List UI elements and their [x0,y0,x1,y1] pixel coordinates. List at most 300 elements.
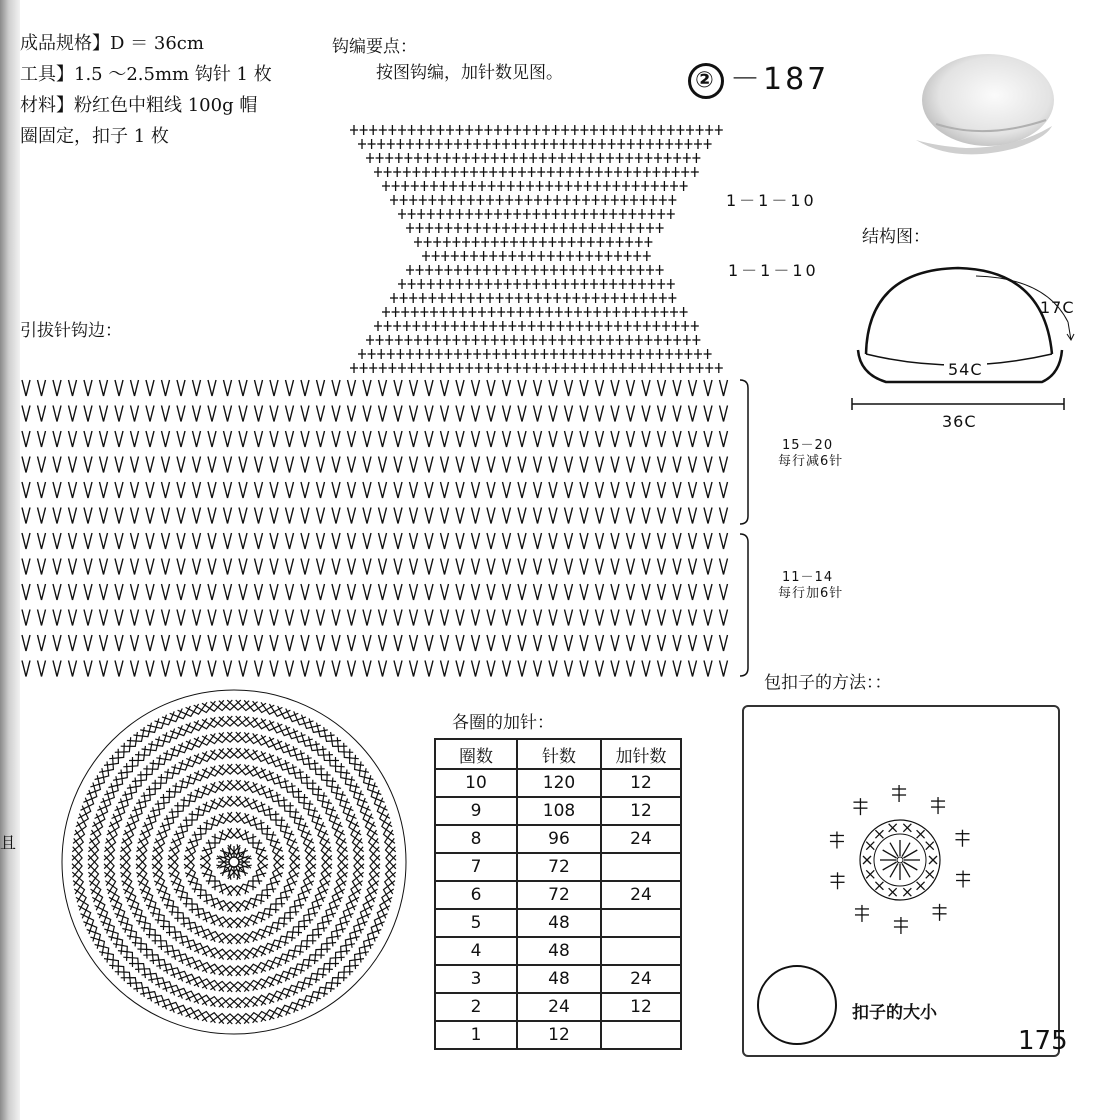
band-stitch [487,431,495,447]
band-stitch [286,482,294,498]
band-stitch [689,482,697,498]
band-stitch [348,457,356,473]
band-stitch [239,559,247,575]
band-stitch [100,431,108,447]
band-stitch [270,457,278,473]
round-stitch [284,797,300,813]
band-stitch [394,584,402,600]
band-stitch [534,380,542,396]
band-stitch [286,559,294,575]
round-stitch [123,751,139,767]
band-stitch [487,559,495,575]
band-stitch [193,610,201,626]
band-stitch [627,482,635,498]
band-stitch [704,406,712,422]
band-stitch [332,610,340,626]
round-stitch [183,904,199,919]
band-stitch [394,661,402,677]
band-stitch [208,508,216,524]
band-stitch [38,431,46,447]
band-stitch [53,635,61,651]
round-stitch [129,964,145,979]
band-stitch [317,584,325,600]
row-note-2: 1－1－10 [728,261,819,280]
band-stitch [565,635,573,651]
band-stitch [472,559,480,575]
band-stitch [162,635,170,651]
band-stitch [549,610,557,626]
band-stitch [394,559,402,575]
band-stitch [363,661,371,677]
structure-diagram [846,258,1076,428]
band-stitch [115,559,123,575]
band-stitch [270,635,278,651]
band-stitch [286,508,294,524]
band-stitch [69,508,77,524]
round-stitch [355,755,369,772]
band-stitch [456,610,464,626]
band-stitch [69,457,77,473]
band-stitch [658,508,666,524]
round-stitch [150,794,164,811]
round-stitch [132,943,147,959]
band-stitch [270,610,278,626]
round-stitch [152,769,169,783]
band-stitch [146,533,154,549]
band-stitch [456,508,464,524]
band-stitch [100,380,108,396]
band-stitch [255,508,263,524]
band-stitch [549,661,557,677]
band-stitch [425,406,433,422]
band-stitch [456,533,464,549]
band-stitch [565,406,573,422]
band-stitch [456,559,464,575]
band-stitch [503,482,511,498]
band-stitch [611,380,619,396]
band-stitch [208,482,216,498]
band-stitch [689,559,697,575]
band-stitch [348,508,356,524]
band-stitch [565,584,573,600]
cell-stitches: 12 [517,1021,601,1049]
band-stitch [720,559,728,575]
band-stitch [549,635,557,651]
band-stitch [286,635,294,651]
band-stitch [580,635,588,651]
band-stitch [596,533,604,549]
band-stitch [472,380,480,396]
band-stitch [658,610,666,626]
band-stitch [131,584,139,600]
round-stitch [155,920,170,936]
band-stitch [301,457,309,473]
band-stitch [503,406,511,422]
band-stitch [69,559,77,575]
band-stitch [177,380,185,396]
band-stitch [22,559,30,575]
band-stitch [332,406,340,422]
band-stitch [689,635,697,651]
band-stitch [425,559,433,575]
band-stitch [115,635,123,651]
band-stitch [441,559,449,575]
band-stitch [193,380,201,396]
band-stitch [720,431,728,447]
band-stitch [131,380,139,396]
band-stitch [224,610,232,626]
pattern-code [688,54,829,99]
band-stitch [441,661,449,677]
pattern-notes-text: 按图钩编，加针数见图。 [376,63,563,83]
cell-stitches: 48 [517,937,601,965]
band-stitch [580,559,588,575]
band-stitch [348,610,356,626]
band-stitch [193,533,201,549]
band-stitch [317,431,325,447]
band-stitch [22,482,30,498]
band-stitch [611,635,619,651]
band-stitch [38,406,46,422]
band-stitch [162,406,170,422]
band-stitch [596,559,604,575]
band-stitch [503,533,511,549]
round-stitch [344,743,359,759]
band-stitch [611,508,619,524]
round-stitch [323,964,339,979]
band-stitch [549,533,557,549]
band-stitch [177,559,185,575]
crown-stitch-diagram [350,122,730,384]
band-stitch [177,584,185,600]
band-stitch [84,482,92,498]
round-stitch [166,778,183,792]
table-row [435,825,681,853]
band-stitch [115,661,123,677]
round-stitch [135,969,152,983]
round-stitch [183,806,199,821]
band-stitch [565,431,573,447]
band-stitch [580,482,588,498]
band-stitch [503,635,511,651]
band-stitch [580,457,588,473]
cell-round: 9 [435,797,517,825]
band-stitch [549,457,557,473]
band-stitch [673,635,681,651]
band-stitch [301,482,309,498]
round-stitch-diagram [58,684,414,1040]
band-stitch [503,431,511,447]
band-stitch [69,533,77,549]
band-stitch [348,635,356,651]
band-stitch [565,457,573,473]
band-stitch [286,533,294,549]
table-row [435,881,681,909]
round-stitch [292,926,308,941]
band-stitch [38,380,46,396]
band-stitch [441,508,449,524]
band-stitch [704,584,712,600]
band-stitch [38,635,46,651]
round-stitch [121,732,138,746]
band-stitch [177,635,185,651]
band-stitch [549,431,557,447]
band-stitch [22,380,30,396]
round-stitch [327,771,341,788]
band-stitch [673,610,681,626]
band-stitch [425,661,433,677]
band-stitch [317,661,325,677]
round-stitch [290,905,304,922]
round-stitch [341,763,355,780]
round-stitch [135,741,152,755]
band-stitch [363,584,371,600]
band-stitch [146,635,154,651]
band-stitch [348,559,356,575]
band-stitch [534,533,542,549]
band-stitch [565,380,573,396]
round-stitch [292,783,308,798]
band-stitch [53,380,61,396]
band-stitch [627,457,635,473]
cell-increase: 12 [601,797,681,825]
cell-round: 2 [435,993,517,1021]
band-stitch [208,431,216,447]
band-stitch [363,380,371,396]
cell-round: 7 [435,853,517,881]
band-stitch [131,431,139,447]
band-stitch [22,533,30,549]
increase-table-title: 各圈的加针： [452,713,554,733]
band-stitch [704,635,712,651]
band-stitch [456,635,464,651]
round-stitch [308,955,325,969]
band-stitch [441,584,449,600]
band-stitch [69,380,77,396]
band-stitch [224,482,232,498]
band-stitch [441,635,449,651]
round-stitch [336,757,351,773]
band-stitch [84,635,92,651]
round-stitch [269,806,285,821]
round-stitch [321,765,336,781]
round-stitch [327,936,341,953]
band-stitch [38,661,46,677]
round-stitch [324,727,341,741]
band-stitch [549,559,557,575]
cell-stitches: 72 [517,853,601,881]
band-stitch [363,559,371,575]
band-stitch [487,661,495,677]
round-stitch [137,760,153,775]
band-stitch [53,508,61,524]
band-stitch [301,661,309,677]
decrease-rows-text: 每行减6针 [778,454,844,469]
band-stitch [131,610,139,626]
band-stitch [84,431,92,447]
book-spine-shadow [0,0,20,1120]
round-stitch [298,920,313,936]
band-stitch [441,533,449,549]
band-stitch [146,661,154,677]
band-stitch [518,380,526,396]
band-stitch [379,431,387,447]
band-stitch [379,635,387,651]
band-stitch [255,661,263,677]
cell-increase [601,853,681,881]
round-stitch [285,932,302,946]
band-stitch [425,635,433,651]
band-stitch [146,508,154,524]
band-stitch [193,584,201,600]
band-stitch [317,559,325,575]
band-stitch [689,406,697,422]
band-stitch [487,457,495,473]
band-stitch [100,610,108,626]
band-stitch [84,559,92,575]
spec-materials-cont: 圈固定，扣子 1 枚 [20,126,169,147]
band-stitch [193,508,201,524]
band-stitch [658,635,666,651]
band-stitch [704,380,712,396]
band-stitch [611,457,619,473]
round-stitch [178,811,193,827]
band-stitch [239,482,247,498]
band-stitch [410,508,418,524]
band-stitch [208,406,216,422]
decrease-rows-range: 15－20 [782,438,834,453]
structure-circumference-label: 54C [944,360,987,379]
row-brackets [736,378,756,678]
band-stitch [394,380,402,396]
band-stitch [720,635,728,651]
round-stitch [304,794,318,811]
band-stitch [658,584,666,600]
band-stitch [472,482,480,498]
band-stitch [286,584,294,600]
band-stitch [224,661,232,677]
band-stitch [689,457,697,473]
band-stitch [332,457,340,473]
round-stitch [316,969,333,983]
band-stitch [146,431,154,447]
round-stitch [284,912,300,928]
band-stitch [22,457,30,473]
band-stitch [673,431,681,447]
band-stitch [611,533,619,549]
band-stitch [379,380,387,396]
band-stitch [115,533,123,549]
band-stitch [348,482,356,498]
band-stitch [162,661,170,677]
cell-increase: 12 [601,993,681,1021]
band-stitch [84,610,92,626]
band-stitch [627,635,635,651]
band-stitch [38,533,46,549]
band-stitch [580,661,588,677]
increase-table-header [435,739,681,769]
band-stitch [642,635,650,651]
band-stitch [363,508,371,524]
button-size-circle [752,962,842,1048]
band-stitch [503,457,511,473]
band-stitch [704,533,712,549]
band-stitch [596,482,604,498]
round-stitch [315,760,331,775]
band-stitch [224,559,232,575]
band-stitch [596,635,604,651]
band-stitch [270,380,278,396]
round-stitch [261,820,276,835]
band-stitch [487,533,495,549]
band-stitch [332,431,340,447]
band-stitch [549,508,557,524]
round-stitch [174,792,191,806]
cell-increase: 12 [601,769,681,797]
band-stitch [224,533,232,549]
band-stitch [193,457,201,473]
round-stitch [329,751,345,767]
band-stitch [38,482,46,498]
band-stitch [658,431,666,447]
band-stitch [239,533,247,549]
band-stitch [301,406,309,422]
table-row [435,853,681,881]
band-stitch [22,508,30,524]
band-stitch [224,406,232,422]
band-stitch [193,559,201,575]
band-stitch [286,661,294,677]
band-stitch [363,406,371,422]
band-stitch [131,406,139,422]
band-stitch [379,559,387,575]
cell-round: 4 [435,937,517,965]
band-stitch [472,610,480,626]
band-stitch [239,635,247,651]
header-stitches: 针数 [517,739,601,769]
spec-tools: 工具】1.5 ～2.5mm 钩针 1 枚 [20,64,272,85]
band-stitch [689,533,697,549]
round-stitch [355,952,369,969]
band-stitch [270,406,278,422]
header-round: 圈数 [435,739,517,769]
band-stitch [704,482,712,498]
round-stitch [277,918,294,932]
cell-round: 8 [435,825,517,853]
table-row [435,965,681,993]
band-stitch [332,508,340,524]
button-size-label: 扣子的大小 [852,1003,937,1023]
band-stitch [255,482,263,498]
band-stitch [627,610,635,626]
band-stitch [394,457,402,473]
band-stitch [193,406,201,422]
band-stitch [348,406,356,422]
band-stitch [549,482,557,498]
band-stitch [255,431,263,447]
round-stitch [115,972,131,987]
band-stitch [720,380,728,396]
band-stitch [689,508,697,524]
band-stitch [38,610,46,626]
cell-stitches: 120 [517,769,601,797]
band-stitch [38,584,46,600]
round-stitch [350,749,364,766]
button-stitch-diagram [790,760,990,960]
band-stitch [627,559,635,575]
band-stitch [518,635,526,651]
band-stitch [22,406,30,422]
